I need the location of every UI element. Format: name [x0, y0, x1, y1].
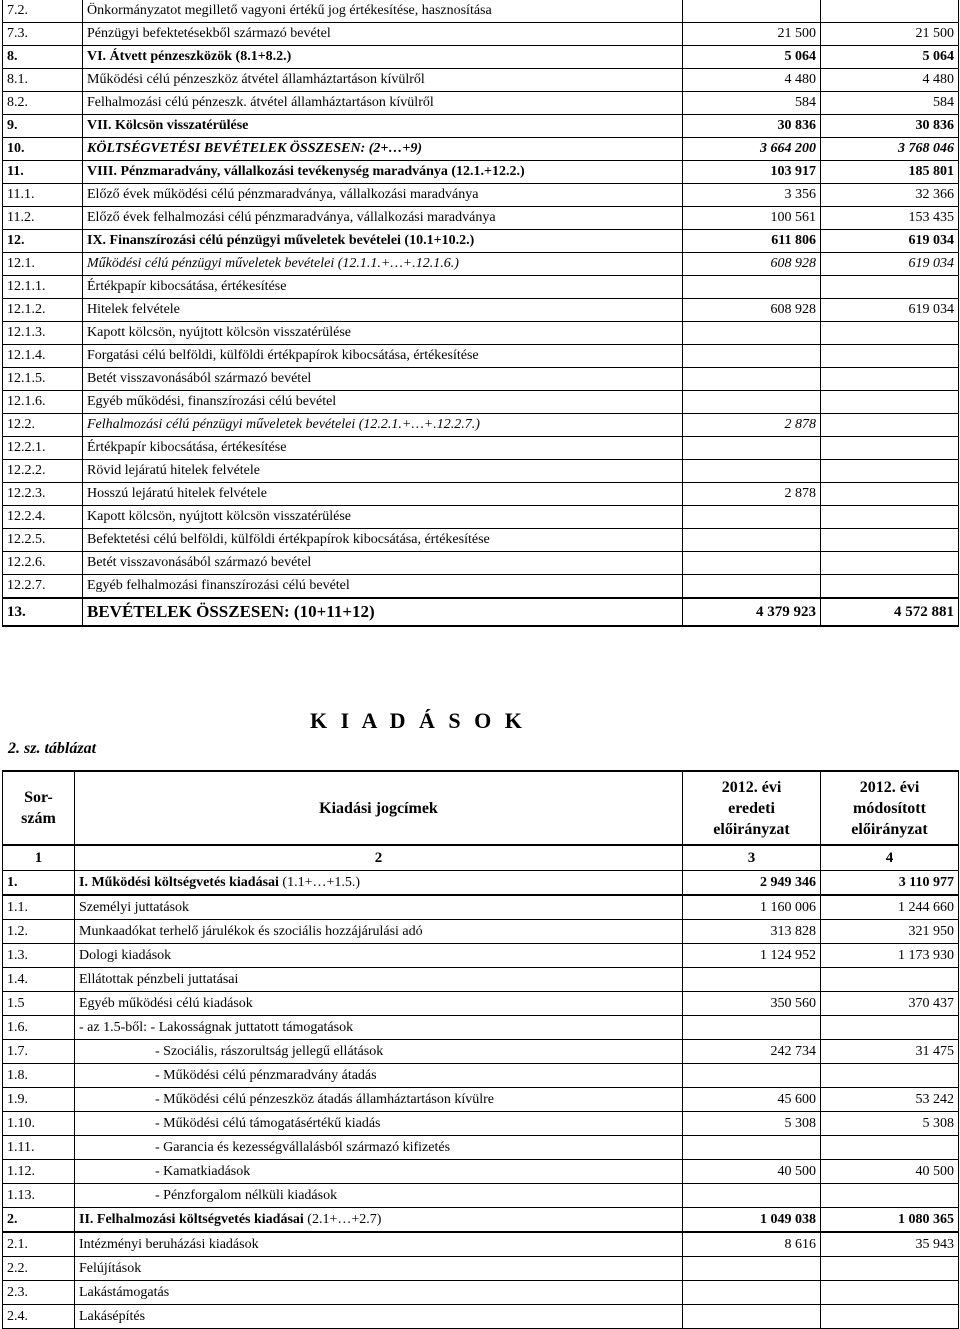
row-label: Egyéb működési, finanszírozási célú bevétel	[83, 391, 683, 414]
row-number: 1.5	[3, 992, 75, 1016]
table-row	[3, 552, 959, 575]
modified-estimate	[821, 1184, 959, 1208]
row-label	[75, 1160, 683, 1184]
original-estimate: 4 480	[683, 69, 821, 92]
table-row	[3, 529, 959, 552]
row-number: 12.2.3.	[3, 483, 83, 506]
original-estimate	[683, 391, 821, 414]
original-estimate: 1 160 006	[683, 895, 821, 920]
modified-estimate	[821, 1136, 959, 1160]
row-label-text: - Szociális, rászorultság jellegű ellátások	[155, 1043, 384, 1059]
row-number: 1.3.	[3, 944, 75, 968]
row-label: Önkormányzatot megillető vagyoni értékű jog értékesítése, hasznosítása	[83, 0, 683, 23]
table-row	[3, 161, 959, 184]
table-row	[3, 1112, 959, 1136]
row-number: 1.11.	[3, 1136, 75, 1160]
row-label: Hosszú lejáratú hitelek felvétele	[83, 483, 683, 506]
row-label-text: (1.1+…+1.5.)	[278, 874, 361, 890]
row-number: 7.3.	[3, 23, 83, 46]
row-label-text: Dologi kiadások	[79, 947, 172, 963]
original-estimate	[683, 575, 821, 599]
modified-estimate	[821, 460, 959, 483]
row-number: 8.2.	[3, 92, 83, 115]
row-label-text: - Pénzforgalom nélküli kiadások	[155, 1187, 338, 1203]
row-label-bold: II. Felhalmozási költségvetés kiadásai	[79, 1211, 304, 1227]
row-label: Működési célú pénzügyi műveletek bevételei (12.1.1.+…+.12.1.6.)	[83, 253, 683, 276]
row-number: 1.7.	[3, 1040, 75, 1064]
row-label-text: - Működési célú pénzmaradvány átadás	[155, 1067, 377, 1083]
modified-estimate	[821, 414, 959, 437]
row-label: Értékpapír kibocsátása, értékesítése	[83, 276, 683, 299]
original-estimate: 3 356	[683, 184, 821, 207]
row-label: Előző évek felhalmozási célú pénzmaradványa, vállalkozási maradványa	[83, 207, 683, 230]
table-row	[3, 1257, 959, 1281]
table-row	[3, 506, 959, 529]
original-estimate: 313 828	[683, 920, 821, 944]
table-row	[3, 992, 959, 1016]
row-label	[75, 920, 683, 944]
header-col4: 2012. évi módosított előirányzat	[821, 771, 959, 845]
original-estimate: 242 734	[683, 1040, 821, 1064]
modified-estimate	[821, 1064, 959, 1088]
table-row	[3, 460, 959, 483]
row-label: IX. Finanszírozási célú pénzügyi műveletek bevételei (10.1+10.2.)	[83, 230, 683, 253]
modified-estimate: 40 500	[821, 1160, 959, 1184]
row-number: 1.8.	[3, 1064, 75, 1088]
table-row	[3, 23, 959, 46]
original-estimate	[683, 345, 821, 368]
modified-estimate	[821, 552, 959, 575]
header-col2: Kiadási jogcímek	[75, 771, 683, 845]
original-estimate: 2 878	[683, 483, 821, 506]
row-label	[75, 1281, 683, 1305]
original-estimate	[683, 1136, 821, 1160]
row-label: VII. Kölcsön visszatérülése	[83, 115, 683, 138]
row-label	[75, 1136, 683, 1160]
row-label	[75, 968, 683, 992]
row-label: Felhalmozási célú pénzügyi műveletek bevételei (12.2.1.+…+.12.2.7.)	[83, 414, 683, 437]
row-label: Kapott kölcsön, nyújtott kölcsön visszatérülése	[83, 322, 683, 345]
modified-estimate: 321 950	[821, 920, 959, 944]
row-label	[75, 895, 683, 920]
row-number: 9.	[3, 115, 83, 138]
row-number: 2.4.	[3, 1305, 75, 1329]
modified-estimate	[821, 506, 959, 529]
row-number: 12.1.3.	[3, 322, 83, 345]
row-number: 12.1.	[3, 253, 83, 276]
table-label	[8, 740, 96, 758]
original-estimate	[683, 460, 821, 483]
row-number: 10.	[3, 138, 83, 161]
table-row	[3, 1208, 959, 1233]
original-estimate: 3 664 200	[683, 138, 821, 161]
modified-estimate: 370 437	[821, 992, 959, 1016]
original-estimate: 30 836	[683, 115, 821, 138]
row-label: VIII. Pénzmaradvány, vállalkozási tevékenység maradványa (12.1.+12.2.)	[83, 161, 683, 184]
table-row	[3, 138, 959, 161]
original-estimate	[683, 552, 821, 575]
row-label: Betét visszavonásából származó bevétel	[83, 368, 683, 391]
original-estimate	[683, 1016, 821, 1040]
row-label-text: Egyéb működési célú kiadások	[79, 995, 253, 1011]
modified-estimate: 4 480	[821, 69, 959, 92]
original-estimate	[683, 968, 821, 992]
original-estimate: 608 928	[683, 299, 821, 322]
row-number: 12.1.4.	[3, 345, 83, 368]
original-estimate	[683, 368, 821, 391]
original-estimate: 4 379 923	[683, 598, 821, 626]
modified-estimate: 53 242	[821, 1088, 959, 1112]
modified-estimate: 153 435	[821, 207, 959, 230]
row-number: 1.	[3, 871, 75, 896]
table-row	[3, 920, 959, 944]
modified-estimate	[821, 1257, 959, 1281]
row-label	[75, 1112, 683, 1136]
row-label	[75, 1184, 683, 1208]
modified-estimate: 584	[821, 92, 959, 115]
header-col1: Sor-szám	[3, 771, 75, 845]
original-estimate: 5 308	[683, 1112, 821, 1136]
row-number: 8.1.	[3, 69, 83, 92]
row-label	[75, 1040, 683, 1064]
modified-estimate: 21 500	[821, 23, 959, 46]
table-row	[3, 575, 959, 599]
table-row	[3, 299, 959, 322]
row-number: 8.	[3, 46, 83, 69]
row-number: 7.2.	[3, 0, 83, 23]
row-number: 2.2.	[3, 1257, 75, 1281]
row-label-text: Munkaadókat terhelő járulékok és szociális hozzájárulási adó	[79, 923, 423, 939]
row-number: 11.	[3, 161, 83, 184]
modified-estimate: 185 801	[821, 161, 959, 184]
revenue-table	[2, 0, 959, 627]
row-number: 12.1.1.	[3, 276, 83, 299]
table-row	[3, 1281, 959, 1305]
row-number: 11.2.	[3, 207, 83, 230]
row-number: 12.2.7.	[3, 575, 83, 599]
row-number: 12.2.6.	[3, 552, 83, 575]
original-estimate	[683, 1184, 821, 1208]
row-label: Pénzügyi befektetésekből származó bevétel	[83, 23, 683, 46]
row-label: VI. Átvett pénzeszközök (8.1+8.2.)	[83, 46, 683, 69]
row-label-text: - Garancia és kezességvállalásból származó kifizetés	[155, 1139, 451, 1155]
modified-estimate	[821, 368, 959, 391]
table-row	[3, 253, 959, 276]
table-row	[3, 46, 959, 69]
row-label	[75, 1088, 683, 1112]
table-row	[3, 368, 959, 391]
modified-estimate: 5 308	[821, 1112, 959, 1136]
modified-estimate: 32 366	[821, 184, 959, 207]
table-row	[3, 1136, 959, 1160]
modified-estimate: 1 080 365	[821, 1208, 959, 1233]
section-title: K I A D Á S O K	[310, 708, 526, 733]
table-row	[3, 944, 959, 968]
table-row	[3, 437, 959, 460]
row-label-text: Felújítások	[79, 1260, 142, 1276]
table-row	[3, 0, 959, 23]
row-number: 1.12.	[3, 1160, 75, 1184]
row-label: Értékpapír kibocsátása, értékesítése	[83, 437, 683, 460]
row-label-text: - Működési célú támogatásértékű kiadás	[155, 1115, 381, 1131]
original-estimate: 40 500	[683, 1160, 821, 1184]
modified-estimate: 5 064	[821, 46, 959, 69]
row-number: 1.1.	[3, 895, 75, 920]
row-number: 1.2.	[3, 920, 75, 944]
row-label: Egyéb felhalmozási finanszírozási célú bevétel	[83, 575, 683, 599]
row-label: Előző évek működési célú pénzmaradványa, vállalkozási maradványa	[83, 184, 683, 207]
row-number: 13.	[3, 598, 83, 626]
table-row	[3, 871, 959, 896]
original-estimate	[683, 0, 821, 23]
table-row	[3, 115, 959, 138]
row-label: Hitelek felvétele	[83, 299, 683, 322]
table-row	[3, 345, 959, 368]
row-number: 12.2.4.	[3, 506, 83, 529]
modified-estimate	[821, 276, 959, 299]
row-label	[75, 944, 683, 968]
original-estimate: 8 616	[683, 1232, 821, 1257]
row-label: Kapott kölcsön, nyújtott kölcsön visszatérülése	[83, 506, 683, 529]
original-estimate: 45 600	[683, 1088, 821, 1112]
row-number: 1.6.	[3, 1016, 75, 1040]
row-label	[75, 1016, 683, 1040]
row-label	[75, 992, 683, 1016]
row-label	[75, 871, 683, 896]
row-number: 12.2.	[3, 414, 83, 437]
table-row	[3, 968, 959, 992]
original-estimate	[683, 276, 821, 299]
table-row	[3, 1184, 959, 1208]
table-row	[3, 895, 959, 920]
modified-estimate: 4 572 881	[821, 598, 959, 626]
table-row	[3, 1232, 959, 1257]
row-number: 11.1.	[3, 184, 83, 207]
row-number: 12.	[3, 230, 83, 253]
row-number: 12.1.5.	[3, 368, 83, 391]
row-number: 1.9.	[3, 1088, 75, 1112]
table-header-row	[3, 771, 959, 845]
table-row	[3, 207, 959, 230]
original-estimate	[683, 529, 821, 552]
modified-estimate	[821, 391, 959, 414]
row-label-text: - az 1.5-ből: - Lakosságnak juttatott támogatások	[79, 1019, 354, 1035]
row-label: Betét visszavonásából származó bevétel	[83, 552, 683, 575]
table-label-num: 2. sz.	[8, 740, 41, 757]
original-estimate: 2 949 346	[683, 871, 821, 896]
modified-estimate	[821, 0, 959, 23]
original-estimate	[683, 437, 821, 460]
modified-estimate	[821, 345, 959, 368]
table-row	[3, 69, 959, 92]
row-number: 12.2.2.	[3, 460, 83, 483]
original-estimate: 103 917	[683, 161, 821, 184]
row-label	[75, 1064, 683, 1088]
column-number-row	[3, 845, 959, 871]
original-estimate	[683, 1064, 821, 1088]
row-label	[75, 1232, 683, 1257]
original-estimate	[683, 1281, 821, 1305]
table-row	[3, 322, 959, 345]
row-label-text: Ellátottak pénzbeli juttatásai	[79, 971, 239, 987]
row-number: 2.3.	[3, 1281, 75, 1305]
table-row	[3, 276, 959, 299]
table-row	[3, 414, 959, 437]
original-estimate: 608 928	[683, 253, 821, 276]
row-label-text: Lakástámogatás	[79, 1284, 170, 1300]
modified-estimate: 619 034	[821, 253, 959, 276]
modified-estimate	[821, 1281, 959, 1305]
modified-estimate	[821, 1016, 959, 1040]
row-label: BEVÉTELEK ÖSSZESEN: (10+11+12)	[83, 598, 683, 626]
col-number: 4	[821, 845, 959, 871]
row-number: 1.13.	[3, 1184, 75, 1208]
row-label: Rövid lejáratú hitelek felvétele	[83, 460, 683, 483]
row-label: KÖLTSÉGVETÉSI BEVÉTELEK ÖSSZESEN: (2+…+9)	[83, 138, 683, 161]
table-row	[3, 184, 959, 207]
table-row	[3, 92, 959, 115]
expense-table	[2, 770, 959, 1329]
modified-estimate: 1 244 660	[821, 895, 959, 920]
row-label-text: Intézményi beruházási kiadások	[79, 1236, 259, 1252]
modified-estimate	[821, 968, 959, 992]
col-number: 3	[683, 845, 821, 871]
modified-estimate: 30 836	[821, 115, 959, 138]
original-estimate: 21 500	[683, 23, 821, 46]
original-estimate: 1 049 038	[683, 1208, 821, 1233]
modified-estimate: 619 034	[821, 299, 959, 322]
table-row	[3, 1064, 959, 1088]
modified-estimate	[821, 529, 959, 552]
row-label: Működési célú pénzeszköz átvétel államháztartáson kívülről	[83, 69, 683, 92]
original-estimate	[683, 1257, 821, 1281]
row-number: 12.2.5.	[3, 529, 83, 552]
row-number: 1.4.	[3, 968, 75, 992]
table-row	[3, 1016, 959, 1040]
row-label-text: Személyi juttatások	[79, 899, 190, 915]
table-row	[3, 483, 959, 506]
row-label: Forgatási célú belföldi, külföldi értékpapírok kibocsátása, értékesítése	[83, 345, 683, 368]
original-estimate: 100 561	[683, 207, 821, 230]
original-estimate: 2 878	[683, 414, 821, 437]
table-row	[3, 1160, 959, 1184]
modified-estimate: 35 943	[821, 1232, 959, 1257]
row-number: 2.1.	[3, 1232, 75, 1257]
row-number: 12.2.1.	[3, 437, 83, 460]
original-estimate: 1 124 952	[683, 944, 821, 968]
modified-estimate: 31 475	[821, 1040, 959, 1064]
modified-estimate	[821, 322, 959, 345]
row-label: Felhalmozási célú pénzeszk. átvétel államháztartáson kívülről	[83, 92, 683, 115]
header-col3: 2012. évi eredeti előirányzat	[683, 771, 821, 845]
modified-estimate: 619 034	[821, 230, 959, 253]
table-label-word: táblázat	[44, 740, 97, 757]
original-estimate: 350 560	[683, 992, 821, 1016]
original-estimate: 584	[683, 92, 821, 115]
row-number: 12.1.6.	[3, 391, 83, 414]
row-label	[75, 1208, 683, 1233]
modified-estimate: 3 110 977	[821, 871, 959, 896]
table-row	[3, 230, 959, 253]
modified-estimate	[821, 575, 959, 599]
row-label-text: (2.1+…+2.7)	[303, 1211, 382, 1227]
row-label-bold: I. Működési költségvetés kiadásai	[79, 874, 279, 890]
table-row	[3, 1040, 959, 1064]
modified-estimate	[821, 483, 959, 506]
original-estimate	[683, 506, 821, 529]
col-number: 1	[3, 845, 75, 871]
original-estimate: 5 064	[683, 46, 821, 69]
row-label	[75, 1257, 683, 1281]
table-row	[3, 1088, 959, 1112]
row-label-text: - Kamatkiadások	[155, 1163, 251, 1179]
row-number: 1.10.	[3, 1112, 75, 1136]
modified-estimate: 1 173 930	[821, 944, 959, 968]
row-label-text: Lakásépítés	[79, 1308, 146, 1324]
row-label: Befektetési célú belföldi, külföldi értékpapírok kibocsátása, értékesítése	[83, 529, 683, 552]
modified-estimate: 3 768 046	[821, 138, 959, 161]
original-estimate	[683, 322, 821, 345]
total-row	[3, 598, 959, 626]
row-number: 12.1.2.	[3, 299, 83, 322]
col-number: 2	[75, 845, 683, 871]
original-estimate: 611 806	[683, 230, 821, 253]
row-number: 2.	[3, 1208, 75, 1233]
table-row	[3, 391, 959, 414]
modified-estimate	[821, 437, 959, 460]
row-label-text: - Működési célú pénzeszköz átadás államháztartáson kívülre	[155, 1091, 494, 1107]
